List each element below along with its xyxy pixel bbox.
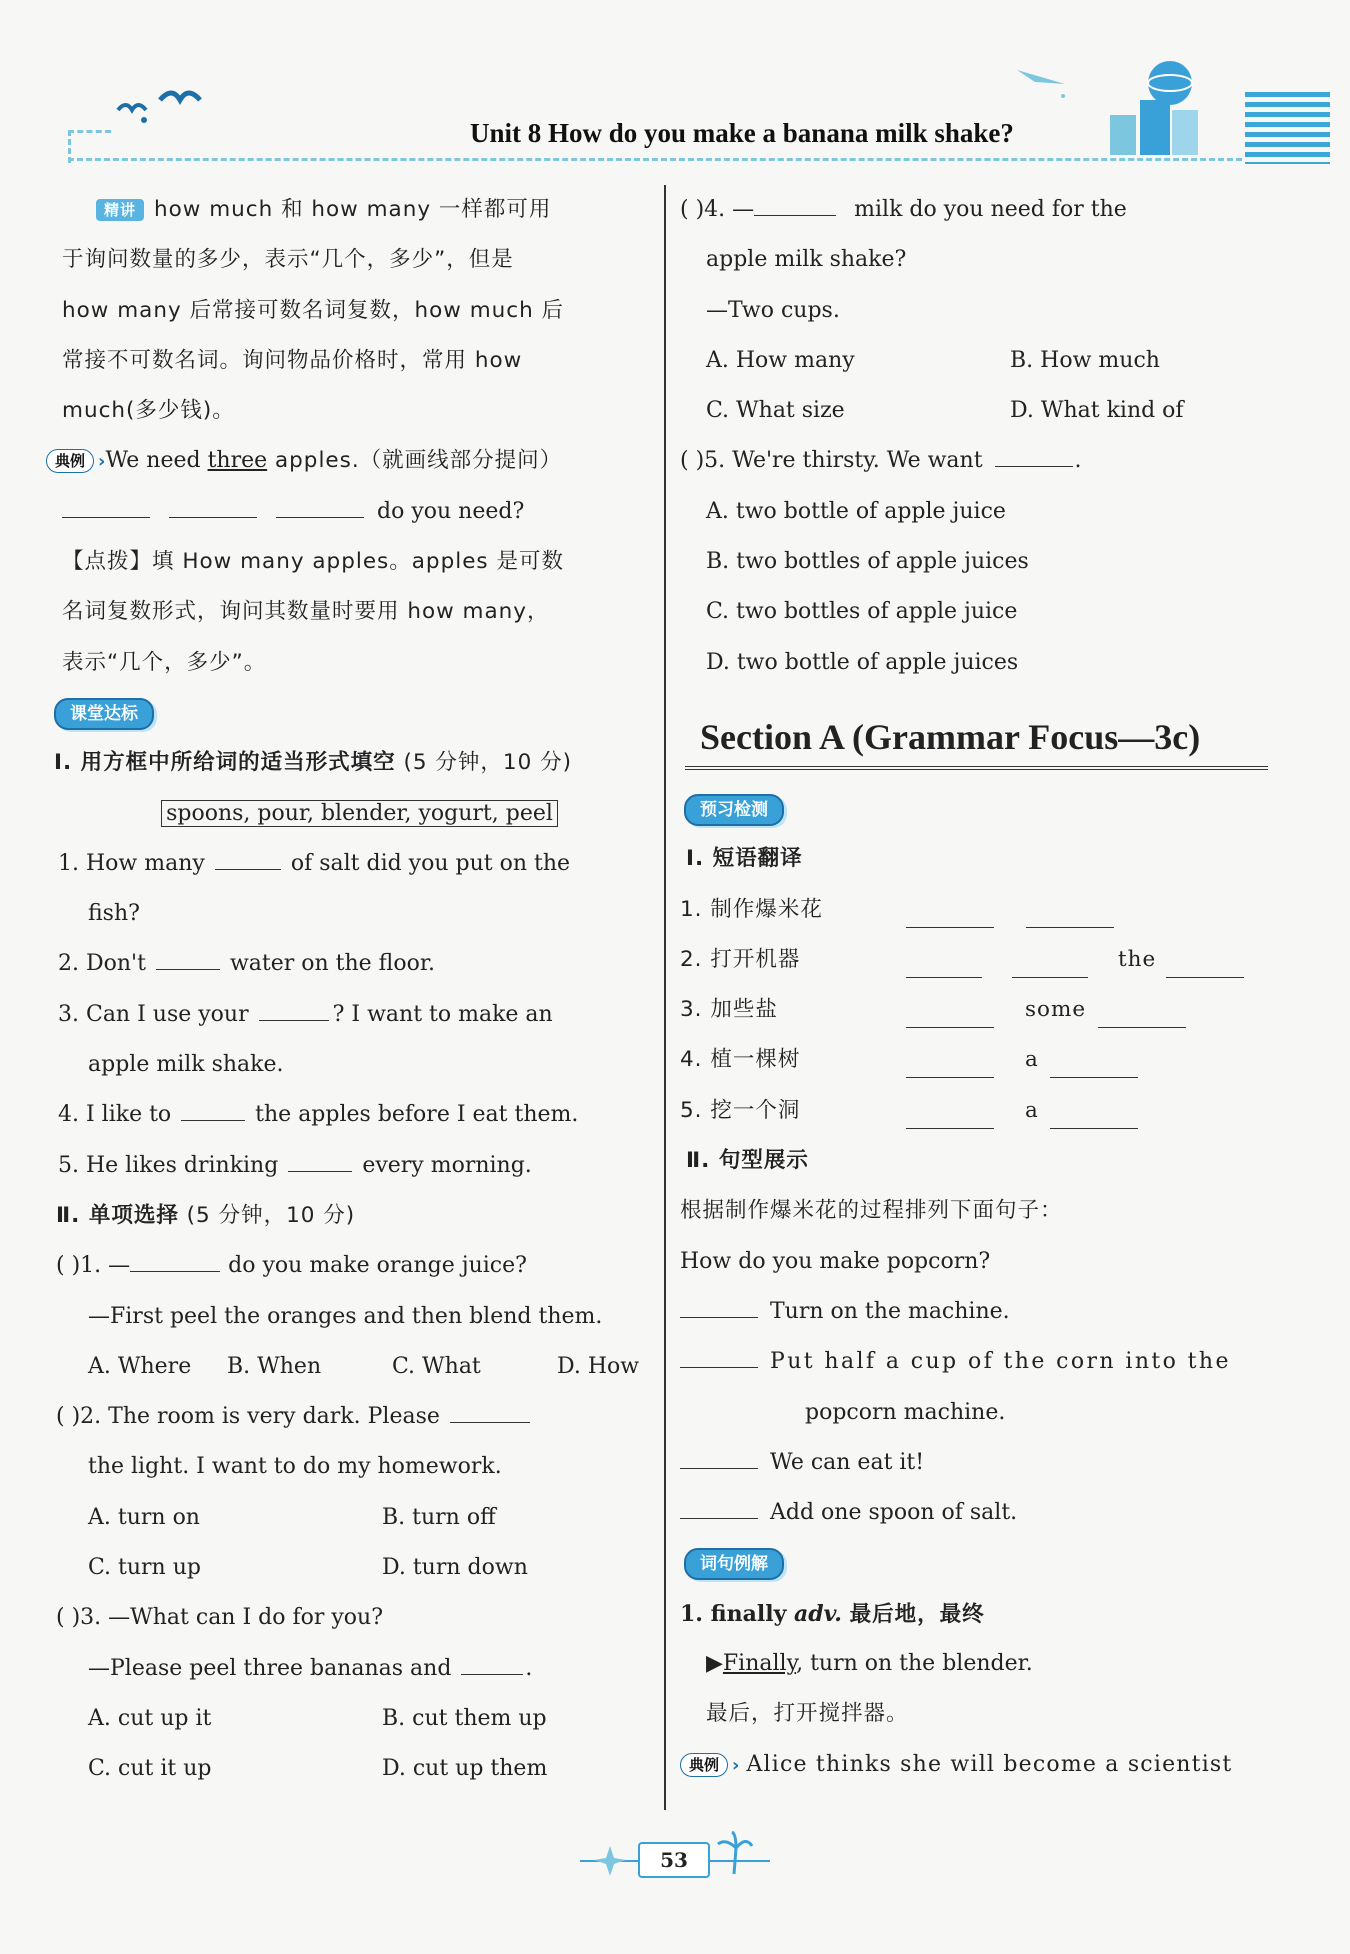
option-b[interactable]: B. cut them up <box>382 1705 547 1731</box>
option-a[interactable]: A. Where <box>88 1353 192 1379</box>
text: a <box>1025 1097 1039 1123</box>
section-double-rule <box>685 766 1268 770</box>
underlined-word: Finally <box>722 1651 797 1677</box>
phrase-heading: Ⅰ. 短语翻译 <box>686 846 803 872</box>
option-a[interactable]: A. How many <box>706 347 855 373</box>
text: 1. finally <box>680 1600 787 1627</box>
text: 3. 加些盐 <box>680 997 778 1023</box>
option-c[interactable]: C. cut it up <box>88 1756 212 1782</box>
text: the apples before I eat them. <box>255 1102 579 1128</box>
order-item-1 <box>680 1287 1270 1337</box>
vocab-headword <box>680 1589 1270 1639</box>
fill-item-3-cont: apple milk shake. <box>88 1052 284 1078</box>
text: . <box>525 1655 533 1681</box>
mc-question-5 <box>680 436 1270 486</box>
answer-blank[interactable] <box>906 1104 994 1129</box>
text: 5. 挖一个洞 <box>680 1097 801 1123</box>
answer-blank[interactable] <box>259 996 329 1021</box>
triangle-bullet-icon: ▶ <box>706 1651 723 1677</box>
text: 2. 打开机器 <box>680 946 801 972</box>
answer-blank[interactable] <box>995 442 1073 467</box>
order-question: How do you make popcorn? <box>680 1248 991 1274</box>
part-time: (5 分钟，10 分) <box>403 750 572 776</box>
option-c[interactable]: C. turn up <box>88 1555 201 1581</box>
fill-item-3 <box>58 990 657 1040</box>
preview-tag: 预习检测 <box>684 794 784 826</box>
text: of salt did you put on the <box>290 850 571 876</box>
text: ? I want to make an <box>332 1001 553 1027</box>
mc-question-4 <box>680 185 1270 235</box>
option-d[interactable]: D. What kind of <box>1010 398 1184 424</box>
answer-blank[interactable] <box>1098 1003 1186 1028</box>
example-question <box>46 436 657 486</box>
part1-heading <box>54 738 657 788</box>
text: apples.（就画线部分提问） <box>267 448 563 474</box>
fill-item-2 <box>58 939 657 989</box>
dianbo-line-3: 表示“几个，多少”。 <box>62 649 267 675</box>
phrase-item-3 <box>680 985 1270 1035</box>
text: how much 和 how many 一样都可用 <box>154 197 552 222</box>
part-of-speech: adv. <box>794 1600 842 1627</box>
text: ( )5. We're thirsty. We want <box>680 448 983 474</box>
fill-item-1 <box>58 839 657 889</box>
classroom-tag: 课堂达标 <box>54 698 154 730</box>
text: Put half a cup of the corn into the <box>770 1349 1231 1375</box>
text: 最后地，最终 <box>849 1601 985 1627</box>
answer-blank[interactable] <box>680 1494 758 1519</box>
text: 1. How many <box>58 850 205 876</box>
example-answer-blanks <box>62 487 657 537</box>
phrase-item-5 <box>680 1086 1270 1136</box>
option-c[interactable]: C. What size <box>706 398 845 424</box>
dianbo-line-1: 【点拨】填 How many apples。apples 是可数 <box>62 549 564 575</box>
section-title: Section A (Grammar Focus—3c) <box>700 716 1201 757</box>
answer-blank[interactable] <box>906 903 994 928</box>
order-item-4 <box>680 1488 1270 1538</box>
answer-blank[interactable] <box>1026 903 1114 928</box>
answer-blank[interactable] <box>680 1293 758 1318</box>
answer-blank[interactable] <box>156 945 220 970</box>
mc-question-3: ( )3. —What can I do for you? <box>56 1605 384 1631</box>
dianbo-line-2: 名词复数形式，询问其数量时要用 how many， <box>62 599 550 625</box>
text: Turn on the machine. <box>770 1298 1010 1324</box>
text: 2. Don't <box>58 951 146 977</box>
text: 3. Can I use your <box>58 1001 249 1027</box>
text: We need <box>105 448 208 474</box>
mc-question-2-options-cd <box>62 1543 657 1593</box>
option-b[interactable]: B. turn off <box>382 1504 496 1530</box>
fill-item-5 <box>58 1141 657 1191</box>
paper-plane-icon <box>1015 60 1075 100</box>
example-row <box>680 1740 1270 1790</box>
underlined-word: three <box>207 448 268 474</box>
text: Alice thinks she will become a scientist <box>746 1751 1233 1777</box>
option-d[interactable]: D. How <box>557 1353 640 1379</box>
text: Add one spoon of salt. <box>770 1500 1018 1526</box>
text: ( )2. The room is very dark. Please <box>56 1404 440 1430</box>
mc-question-2-line2: the light. I want to do my homework. <box>88 1454 502 1480</box>
text: water on the floor. <box>229 951 435 977</box>
text: some <box>1025 997 1087 1023</box>
vocab-tag-row <box>680 1538 1270 1588</box>
mc-question-4-options-cd <box>680 386 1270 436</box>
text: a <box>1025 1047 1039 1073</box>
text: do you need? <box>377 498 525 524</box>
option-a[interactable]: A. turn on <box>88 1504 200 1530</box>
example-tag: 典例 <box>680 1753 728 1777</box>
option-d[interactable]: D. turn down <box>382 1555 528 1581</box>
arrow-icon: › <box>732 1754 740 1776</box>
order-item-3 <box>680 1438 1270 1488</box>
text: do you make orange juice? <box>228 1253 527 1279</box>
mc-question-3-options-cd <box>62 1744 657 1794</box>
answer-blank[interactable] <box>1050 1053 1138 1078</box>
text: 5. He likes drinking <box>58 1152 279 1178</box>
answer-blank[interactable] <box>1166 953 1244 978</box>
answer-blank[interactable] <box>450 1398 530 1423</box>
mc-question-1-line2: —First peel the oranges and then blend them. <box>88 1303 603 1329</box>
arrow-icon: › <box>98 451 106 473</box>
jingjiang-tag: 精讲 <box>96 199 144 221</box>
option-b[interactable]: B. two bottles of apple juices <box>706 549 1029 575</box>
phrase-item-2 <box>680 935 1270 985</box>
page-header-title: Unit 8 How do you make a banana milk shake? <box>470 118 1014 148</box>
text: every morning. <box>362 1152 532 1178</box>
text: ( )4. — <box>680 197 755 222</box>
answer-blank[interactable] <box>276 493 364 518</box>
mc-question-3-line2 <box>62 1644 657 1694</box>
text: , turn on the blender. <box>796 1651 1033 1677</box>
starfish-icon <box>590 1842 630 1878</box>
answer-blank[interactable] <box>906 1003 994 1028</box>
text: 4. I like to <box>58 1102 172 1128</box>
globe-desk-icon <box>1100 55 1210 160</box>
text: ( )1. — <box>56 1253 131 1279</box>
phrase-item-1 <box>680 885 1270 935</box>
mc-question-2-options-ab <box>62 1493 657 1543</box>
option-b[interactable]: B. How much <box>1010 347 1160 373</box>
option-a[interactable]: A. cut up it <box>88 1705 212 1731</box>
text: 4. 植一棵树 <box>680 1047 801 1073</box>
jingjiang-line-1 <box>62 185 657 235</box>
text: —Please peel three bananas and <box>88 1655 452 1681</box>
text: . <box>1074 448 1082 474</box>
answer-blank[interactable] <box>754 191 836 216</box>
answer-blank[interactable] <box>288 1147 352 1172</box>
left-column <box>54 185 657 1795</box>
part-time: (5 分钟，10 分) <box>186 1202 356 1228</box>
answer-blank[interactable] <box>1012 953 1088 978</box>
fill-item-4 <box>58 1090 657 1140</box>
option-d[interactable]: D. cut up them <box>382 1756 548 1782</box>
sentence-heading: Ⅱ. 句型展示 <box>686 1148 809 1174</box>
answer-blank[interactable] <box>680 1444 758 1469</box>
option-b[interactable]: B. When <box>227 1353 322 1379</box>
answer-blank[interactable] <box>680 1343 758 1368</box>
mc-question-1-options <box>62 1342 657 1392</box>
phrase-item-4 <box>680 1035 1270 1085</box>
jingjiang-line-2: 于询问数量的多少，表示“几个，多少”，但是 <box>62 247 514 273</box>
section-heading <box>680 700 1270 770</box>
page-footer <box>580 1840 770 1880</box>
option-c[interactable]: C. two bottles of apple juice <box>706 599 1018 625</box>
answer-blank[interactable] <box>169 493 257 518</box>
text: 1. 制作爆米花 <box>680 896 823 922</box>
answer-blank[interactable] <box>215 845 281 870</box>
option-d[interactable]: D. two bottle of apple juices <box>706 649 1019 675</box>
right-column <box>680 185 1270 1790</box>
text: milk do you need for the <box>854 197 1127 222</box>
part-title: Ⅱ. 单项选择 <box>56 1202 179 1228</box>
example-tag: 典例 <box>46 449 94 473</box>
column-divider <box>664 185 666 1810</box>
answer-blank[interactable] <box>1050 1104 1138 1129</box>
mc-question-2 <box>56 1392 657 1442</box>
order-item-2 <box>680 1337 1270 1387</box>
mc-question-4-line3: —Two cups. <box>706 297 840 323</box>
word-box-row <box>62 789 657 839</box>
header-dashed-rule <box>68 158 1242 161</box>
page-number: 53 <box>638 1842 710 1878</box>
answer-blank[interactable] <box>461 1650 523 1675</box>
option-c[interactable]: C. What <box>392 1353 481 1379</box>
answer-blank[interactable] <box>906 1053 994 1078</box>
text: We can eat it! <box>770 1449 925 1475</box>
part-title: Ⅰ. 用方框中所给词的适当形式填空 <box>54 750 396 776</box>
fill-item-1-cont: fish? <box>88 901 140 927</box>
text: the <box>1118 946 1157 972</box>
section-tag-row <box>54 688 657 738</box>
jingjiang-line-3: how many 后常接可数名词复数，how much 后 <box>62 297 565 323</box>
answer-blank[interactable] <box>181 1096 245 1121</box>
order-instruction: 根据制作爆米花的过程排列下面句子： <box>680 1198 1063 1224</box>
answer-blank[interactable] <box>130 1247 220 1272</box>
preview-tag-row <box>680 784 1270 834</box>
mc-question-3-options-ab <box>62 1694 657 1744</box>
part2-heading <box>56 1191 657 1241</box>
jingjiang-line-4: 常接不可数名词。询问物品价格时，常用 how <box>62 347 523 373</box>
header-stripes-decoration <box>1245 92 1330 164</box>
option-a[interactable]: A. two bottle of apple juice <box>706 498 1006 524</box>
page-header <box>60 60 1330 170</box>
mc-question-1 <box>56 1241 657 1291</box>
mc-question-4-options-ab <box>680 336 1270 386</box>
seagull-icon <box>110 78 220 128</box>
answer-blank[interactable] <box>906 953 982 978</box>
vocab-tag: 词句例解 <box>684 1548 784 1580</box>
word-box: spoons, pour, blender, yogurt, peel <box>161 800 558 827</box>
palm-tree-icon <box>714 1830 754 1876</box>
vocab-example <box>680 1639 1270 1689</box>
vocab-example-cn: 最后，打开搅拌器。 <box>706 1701 909 1727</box>
answer-blank[interactable] <box>62 493 150 518</box>
mc-question-4-line2: apple milk shake? <box>706 247 907 273</box>
order-item-2-cont: popcorn machine. <box>805 1399 1006 1425</box>
jingjiang-line-5: much(多少钱)。 <box>62 398 235 424</box>
